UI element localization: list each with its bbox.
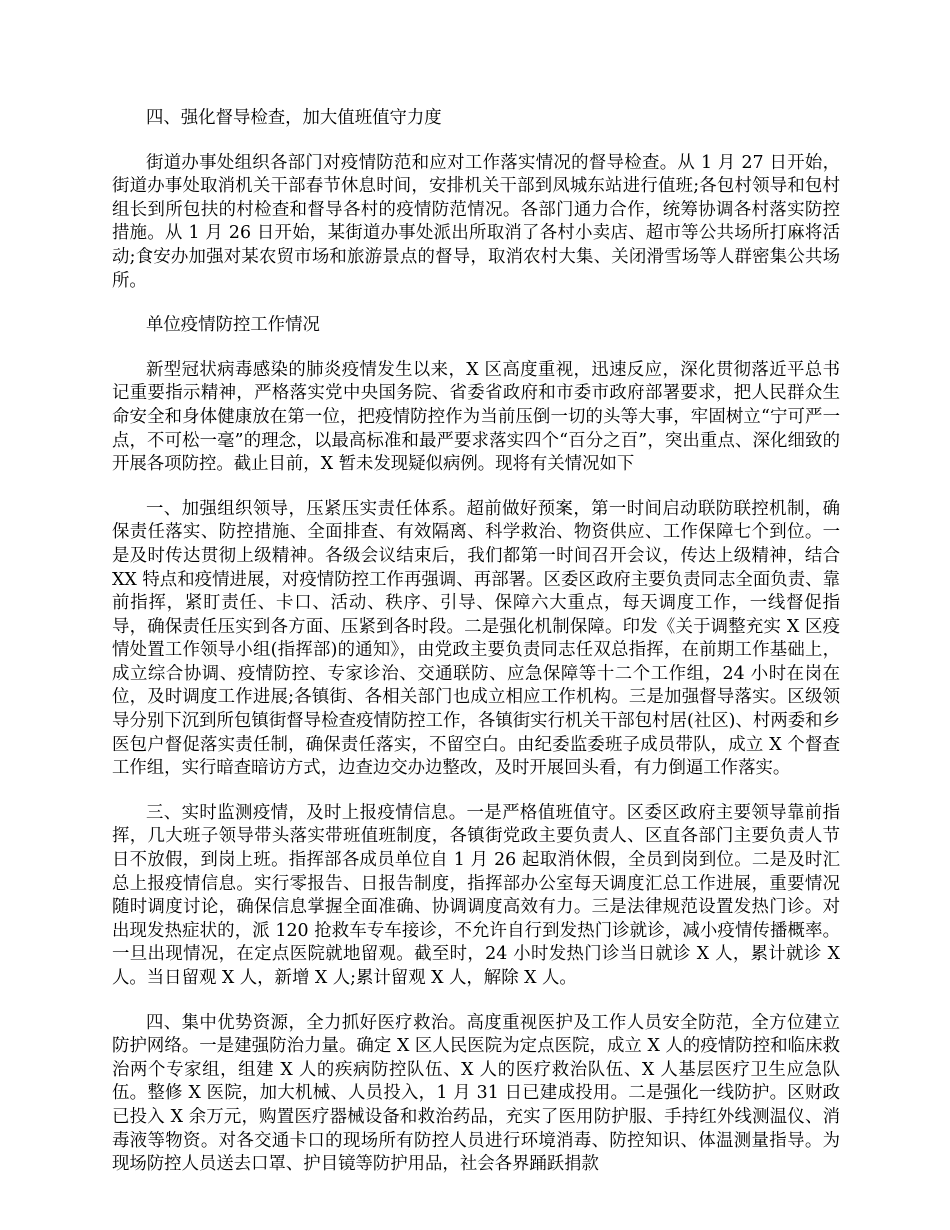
section-heading-unit-report: 单位疫情防控工作情况: [146, 315, 320, 336]
paragraph-medical-treatment: 四、集中优势资源，全力抓好医疗救治。高度重视医护及工作人员安全防范，全方位建立防护网络。一是建强防治力量。确定 X 区人民医院为定点医院，成立 X 人的疫情防控和临床救治两个专家组，组建 X 人的疾病防控队伍、X 人的医疗救治队伍、X 人基层医疗卫生应急队伍。整修 X 医院，加大机械、人员投入，1 月 31 日已建成投用。二是强化一线防护。区财政已投入 X 余万元，购置医疗器械设备和救治药品，充实了医用防护服、手持红外线测温仪、消毒液等物资。对各交通卡口的现场所有防控人员进行环境消毒、防控知识、体温测量指导。为现场防控人员送去口罩、护目镜等防护用品，社会各界踊跃捐款: [112, 1012, 840, 1175]
paragraph-overview: 新型冠状病毒感染的肺炎疫情发生以来，X 区高度重视，迅速反应，深化贯彻落近平总书记重要指示精神，严格落实党中央国务院、省委省政府和市委市政府部署要求，把人民群众生命安全和身体健康放在第一位，把疫情防控作为当前压倒一切的头等大事，牢固树立“宁可严一点，不可松一毫”的理念，以最高标准和最严要求落实四个“百分之百”，突出重点、深化细致的开展各项防控。截止目前，X 暂未发现疑似病例。现将有关情况如下: [112, 359, 840, 475]
section-heading-supervision: 四、强化督导检查，加大值班值守力度: [146, 108, 442, 128]
paragraph-street-office-inspection: 街道办事处组织各部门对疫情防范和应对工作落实情况的督导检查。从 1 月 27 日开始，街道办事处取消机关干部春节休息时间，安排机关干部到凤城东站进行值班;各包村领导和包村组长到所包扶的村检查和督导各村的疫情防范情况。各部门通力合作，统筹协调各村落实防控措施。从 1 月 26 日开始，某街道办事处派出所取消了各村小卖店、超市等公共场所打麻将活动;食安办加强对某农贸市场和旅游景点的督导，取消农村大集、关闭滑雪场等人群密集公共场所。: [112, 152, 840, 291]
paragraph-monitoring: 三、实时监测疫情，及时上报疫情信息。一是严格值班值守。区委区政府主要领导靠前指挥，几大班子领导带头落实带班值班制度，各镇街党政主要负责人、区直各部门主要负责人节日不放假，到岗上班。指挥部各成员单位自 1 月 26 起取消休假，全员到岗到位。二是及时汇总上报疫情信息。实行零报告、日报告制度，指挥部办公室每天调度汇总工作进展，重要情况随时调度讨论，确保信息掌握全面准确、协调调度高效有力。三是法律规范设置发热门诊。对出现发热症状的，派 120 抢救车专车接诊，不允许自行到发热门诊就诊，减小疫情传播概率。一旦出现情况，在定点医院就地留观。截至时，24 小时发热门诊当日就诊 X 人，累计就诊 X 人。当日留观 X 人，新增 X 人;累计留观 X 人，解除 X 人。: [112, 802, 840, 988]
document-body: [112, 107, 840, 1198]
paragraph-organization-leadership: 一、加强组织领导，压紧压实责任体系。超前做好预案，第一时间启动联防联控机制，确保责任落实、防控措施、全面排查、有效隔离、科学救治、物资供应、工作保障七个到位。一是及时传达贯彻上级精神。各级会议结束后，我们都第一时间召开会议，传达上级精神，结合 XX 特点和疫情进展，对疫情防控工作再强调、再部署。区委区政府主要负责同志全面负责、靠前指挥，紧盯责任、卡口、活动、秩序、引导、保障六大重点，每天调度工作，一线督促指导，确保责任压实到各方面、压紧到各时段。二是强化机制保障。印发《关于调整充实 X 区疫情处置工作领导小组(指挥部)的通知》，由党政主要负责同志任双总指挥，在前期工作基础上，成立综合协调、疫情防控、专家诊治、交通联防、应急保障等十二个工作组，24 小时在岗在位，及时调度工作进展;各镇街、各相关部门也成立相应工作机构。三是加强督导落实。区级领导分别下沉到所包镇街督导检查疫情防控工作，各镇街实行机关干部包村居(社区)、村两委和乡医包户督促落实责任制，确保责任落实，不留空白。由纪委监委班子成员带队，成立 X 个督查工作组，实行暗查暗访方式，边查边交办边整改，及时开展回头看，有力倒逼工作落实。: [112, 498, 840, 779]
